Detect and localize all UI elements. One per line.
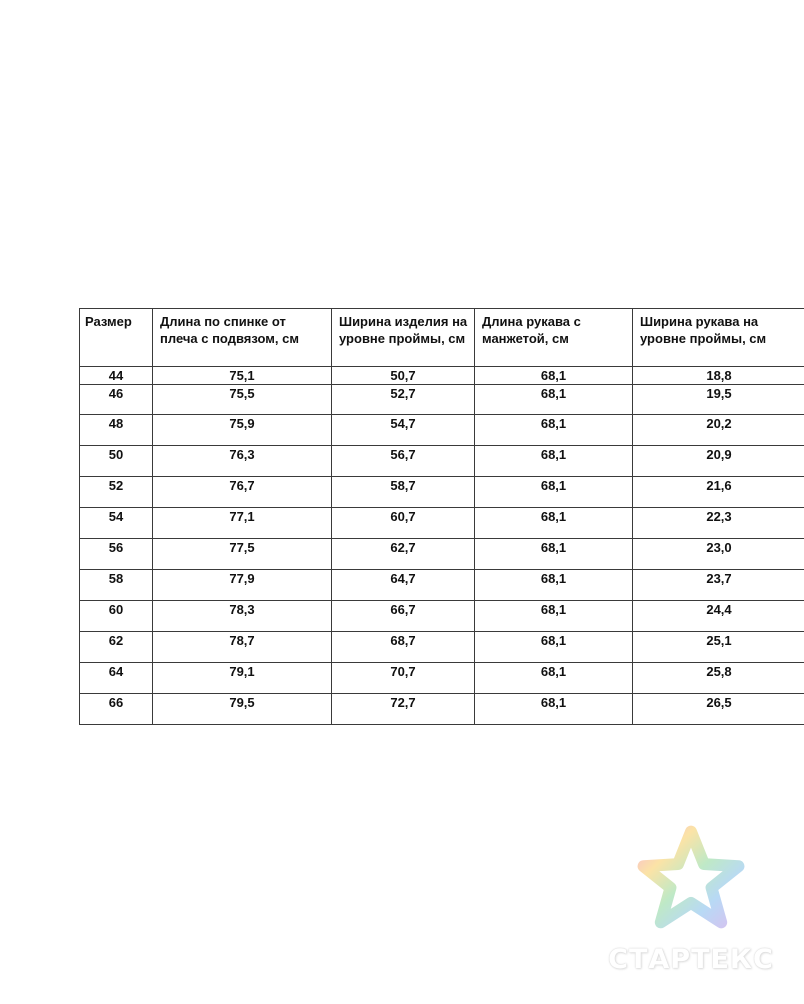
cell-back-length: 77,5 bbox=[153, 539, 332, 570]
cell-sleeve-length: 68,1 bbox=[475, 632, 633, 663]
cell-size: 66 bbox=[80, 694, 153, 725]
cell-width: 62,7 bbox=[332, 539, 475, 570]
cell-sleeve-width: 20,2 bbox=[633, 415, 804, 446]
cell-size: 56 bbox=[80, 539, 153, 570]
cell-sleeve-length: 68,1 bbox=[475, 385, 633, 415]
cell-sleeve-width: 26,5 bbox=[633, 694, 804, 725]
header-sleeve-length: Длина рукава с манжетой, см bbox=[475, 309, 633, 367]
cell-size: 50 bbox=[80, 446, 153, 477]
table-row bbox=[80, 601, 804, 632]
cell-size: 48 bbox=[80, 415, 153, 446]
cell-sleeve-length: 68,1 bbox=[475, 508, 633, 539]
cell-width: 60,7 bbox=[332, 508, 475, 539]
table-row bbox=[80, 477, 804, 508]
cell-sleeve-width: 21,6 bbox=[633, 477, 804, 508]
cell-width: 72,7 bbox=[332, 694, 475, 725]
table-body bbox=[80, 367, 804, 725]
header-sleeve-width: Ширина рукава на уровне проймы, см bbox=[633, 309, 804, 367]
startex-watermark bbox=[596, 822, 786, 982]
cell-width: 50,7 bbox=[332, 367, 475, 385]
cell-width: 68,7 bbox=[332, 632, 475, 663]
cell-sleeve-width: 18,8 bbox=[633, 367, 804, 385]
cell-back-length: 75,5 bbox=[153, 385, 332, 415]
cell-sleeve-width: 22,3 bbox=[633, 508, 804, 539]
cell-back-length: 78,3 bbox=[153, 601, 332, 632]
cell-back-length: 77,9 bbox=[153, 570, 332, 601]
cell-back-length: 79,1 bbox=[153, 663, 332, 694]
cell-sleeve-width: 20,9 bbox=[633, 446, 804, 477]
cell-size: 64 bbox=[80, 663, 153, 694]
table-row bbox=[80, 508, 804, 539]
table-row bbox=[80, 385, 804, 415]
cell-size: 54 bbox=[80, 508, 153, 539]
cell-sleeve-length: 68,1 bbox=[475, 539, 633, 570]
table-row bbox=[80, 367, 804, 385]
cell-size: 44 bbox=[80, 367, 153, 385]
table-row bbox=[80, 663, 804, 694]
header-size: Размер bbox=[80, 309, 153, 367]
cell-sleeve-width: 24,4 bbox=[633, 601, 804, 632]
cell-sleeve-width: 23,0 bbox=[633, 539, 804, 570]
cell-back-length: 76,3 bbox=[153, 446, 332, 477]
cell-sleeve-length: 68,1 bbox=[475, 570, 633, 601]
cell-sleeve-length: 68,1 bbox=[475, 694, 633, 725]
cell-back-length: 79,5 bbox=[153, 694, 332, 725]
cell-width: 70,7 bbox=[332, 663, 475, 694]
table-header-row bbox=[80, 309, 804, 367]
cell-sleeve-length: 68,1 bbox=[475, 477, 633, 508]
table-row bbox=[80, 632, 804, 663]
table-row bbox=[80, 446, 804, 477]
cell-sleeve-length: 68,1 bbox=[475, 415, 633, 446]
header-width: Ширина изделия на уровне проймы, см bbox=[332, 309, 475, 367]
cell-sleeve-length: 68,1 bbox=[475, 446, 633, 477]
cell-sleeve-width: 25,8 bbox=[633, 663, 804, 694]
cell-back-length: 75,1 bbox=[153, 367, 332, 385]
cell-width: 58,7 bbox=[332, 477, 475, 508]
header-back-length: Длина по спинке от плеча с подвязом, см bbox=[153, 309, 332, 367]
cell-width: 64,7 bbox=[332, 570, 475, 601]
cell-sleeve-width: 19,5 bbox=[633, 385, 804, 415]
table-row bbox=[80, 539, 804, 570]
cell-sleeve-length: 68,1 bbox=[475, 601, 633, 632]
cell-size: 62 bbox=[80, 632, 153, 663]
cell-back-length: 76,7 bbox=[153, 477, 332, 508]
cell-width: 54,7 bbox=[332, 415, 475, 446]
cell-width: 56,7 bbox=[332, 446, 475, 477]
cell-sleeve-length: 68,1 bbox=[475, 367, 633, 385]
cell-sleeve-length: 68,1 bbox=[475, 663, 633, 694]
cell-back-length: 75,9 bbox=[153, 415, 332, 446]
cell-back-length: 78,7 bbox=[153, 632, 332, 663]
cell-size: 58 bbox=[80, 570, 153, 601]
cell-size: 60 bbox=[80, 601, 153, 632]
rainbow-star-icon bbox=[637, 822, 745, 932]
cell-sleeve-width: 25,1 bbox=[633, 632, 804, 663]
cell-back-length: 77,1 bbox=[153, 508, 332, 539]
size-table bbox=[79, 308, 804, 725]
cell-width: 66,7 bbox=[332, 601, 475, 632]
table-row bbox=[80, 415, 804, 446]
table-row bbox=[80, 694, 804, 725]
cell-size: 52 bbox=[80, 477, 153, 508]
table-row bbox=[80, 570, 804, 601]
watermark-text: СТАРТЕКС bbox=[608, 944, 774, 975]
cell-width: 52,7 bbox=[332, 385, 475, 415]
cell-size: 46 bbox=[80, 385, 153, 415]
cell-sleeve-width: 23,7 bbox=[633, 570, 804, 601]
